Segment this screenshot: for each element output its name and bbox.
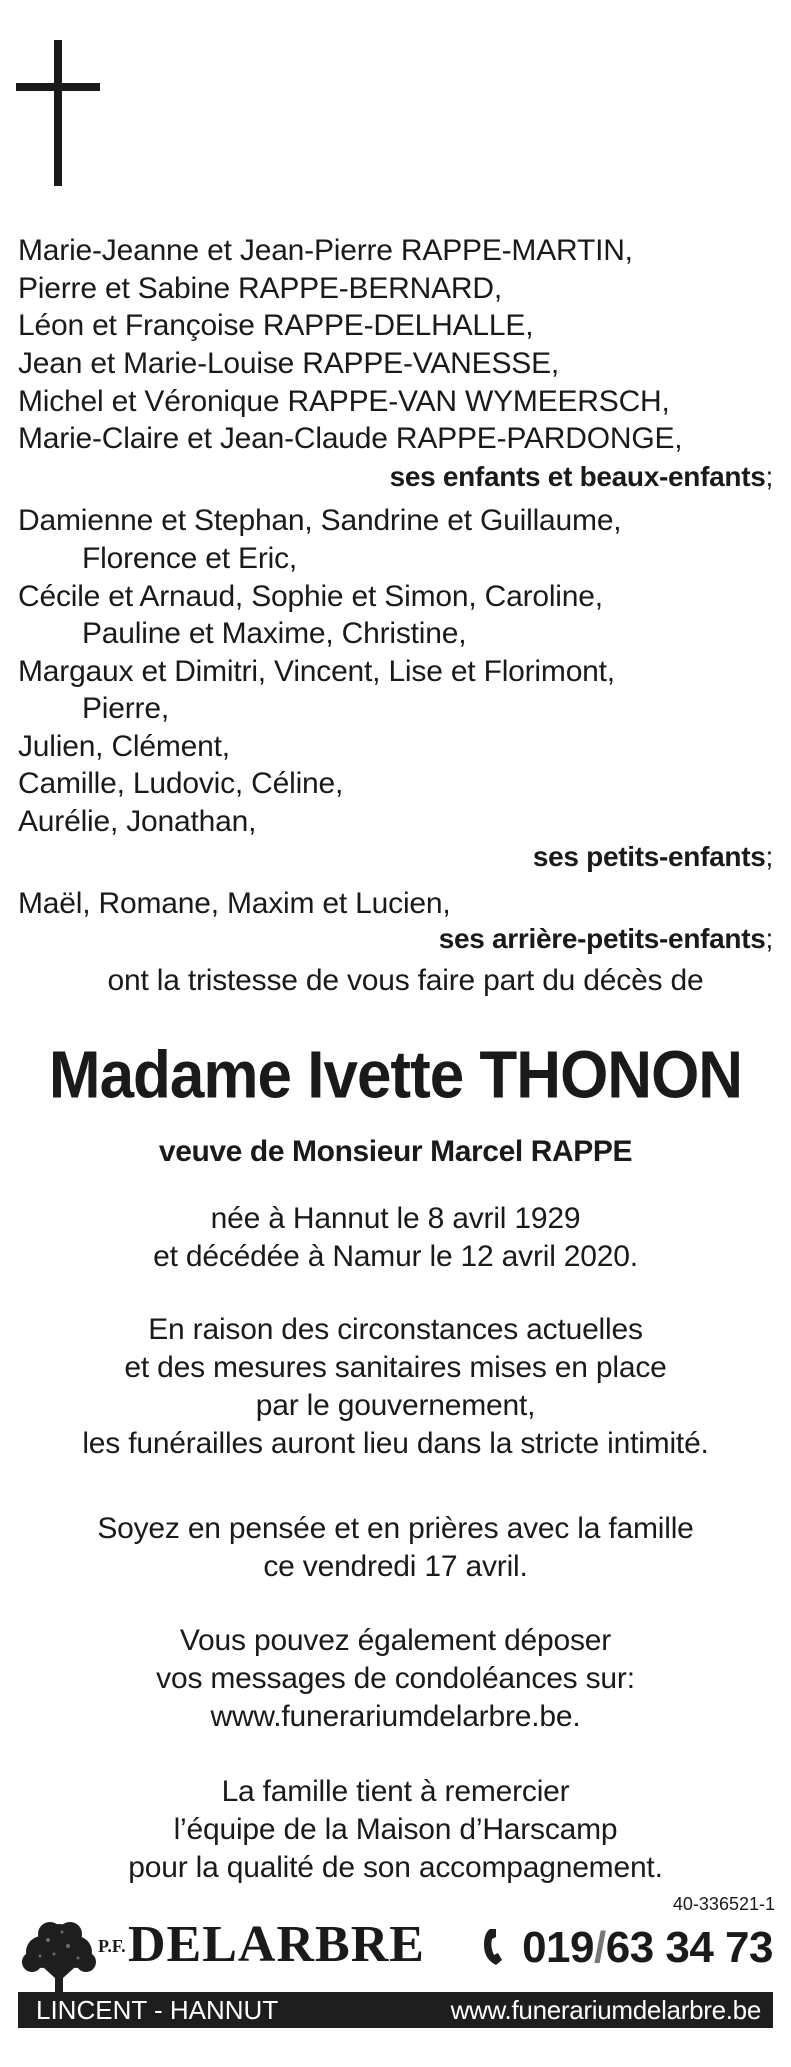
phone-number[interactable]: 019/63 34 73: [522, 1923, 773, 1972]
thoughts-line: Soyez en pensée et en prières avec la famille: [97, 1512, 694, 1545]
thanks-line: l’équipe de la Maison d’Harscamp: [173, 1813, 618, 1846]
family-line: Aurélie, Jonathan,: [18, 805, 257, 838]
condolences-line: Vous pouvez également déposer: [179, 1624, 612, 1657]
family-line: Margaux et Dimitri, Vincent, Lise et Florimont,: [18, 655, 615, 688]
family-line: Jean et Marie-Louise RAPPE-VANESSE,: [18, 347, 560, 380]
cross-icon: [16, 40, 100, 186]
family-line: Pauline et Maxime, Christine,: [82, 617, 467, 650]
circumstances-line: et des mesures sanitaires mises en place: [124, 1351, 667, 1384]
circumstances-line: les funérailles auront lieu dans la stricte intimité.: [82, 1427, 709, 1460]
condolences-link[interactable]: www.funerariumdelarbre.be.: [210, 1700, 581, 1733]
thoughts-line: ce vendredi 17 avril.: [263, 1550, 528, 1583]
family-line: Damienne et Stephan, Sandrine et Guillaume,: [18, 504, 622, 537]
condolences-line: vos messages de condoléances sur:: [156, 1662, 635, 1695]
family-line: Léon et Françoise RAPPE-DELHALLE,: [18, 309, 534, 342]
widow-of: veuve de Monsieur Marcel RAPPE: [158, 1135, 633, 1168]
family-line: Michel et Véronique RAPPE-VAN WYMEERSCH,: [18, 385, 670, 418]
thanks-line: pour la qualité de son accompagnement.: [128, 1851, 663, 1884]
family-line: Cécile et Arnaud, Sophie et Simon, Caroline,: [18, 580, 603, 613]
intro-text: ont la tristesse de vous faire part du décès de: [107, 964, 704, 997]
location-text: LINCENT - HANNUT: [36, 1995, 279, 2025]
website-link[interactable]: www.funerariumdelarbre.be: [450, 1995, 761, 2025]
family-line: Florence et Eric,: [82, 542, 298, 575]
birth-line: née à Hannut le 8 avril 1929: [210, 1202, 581, 1235]
relation-label-grandchildren: ses petits-enfants;: [532, 841, 773, 872]
family-line: Pierre et Sabine RAPPE-BERNARD,: [18, 272, 502, 305]
reference-number: 40-336521-1: [672, 1894, 775, 1914]
relation-label-great-grandchildren: ses arrière-petits-enfants;: [438, 923, 773, 954]
family-line: Pierre,: [82, 692, 169, 725]
pf-label: P.F.: [98, 1936, 126, 1956]
family-line: Camille, Ludovic, Céline,: [18, 767, 344, 800]
family-line: Maël, Romane, Maxim et Lucien,: [18, 887, 451, 920]
death-line: et décédée à Namur le 12 avril 2020.: [153, 1240, 638, 1273]
phone-icon: [482, 1927, 510, 1967]
family-line: Marie-Claire et Jean-Claude RAPPE-PARDONGE,: [18, 422, 683, 455]
relation-label-children: ses enfants et beaux-enfants;: [389, 461, 773, 492]
circumstances-line: En raison des circonstances actuelles: [148, 1313, 643, 1346]
deceased-name: Madame Ivette THONON: [48, 1038, 743, 1113]
brand-name: DELARBRE: [128, 1916, 425, 1973]
circumstances-line: par le gouvernement,: [255, 1389, 536, 1422]
family-line: Marie-Jeanne et Jean-Pierre RAPPE-MARTIN,: [18, 234, 633, 267]
thanks-line: La famille tient à remercier: [221, 1775, 570, 1808]
family-line: Julien, Clément,: [18, 730, 230, 763]
